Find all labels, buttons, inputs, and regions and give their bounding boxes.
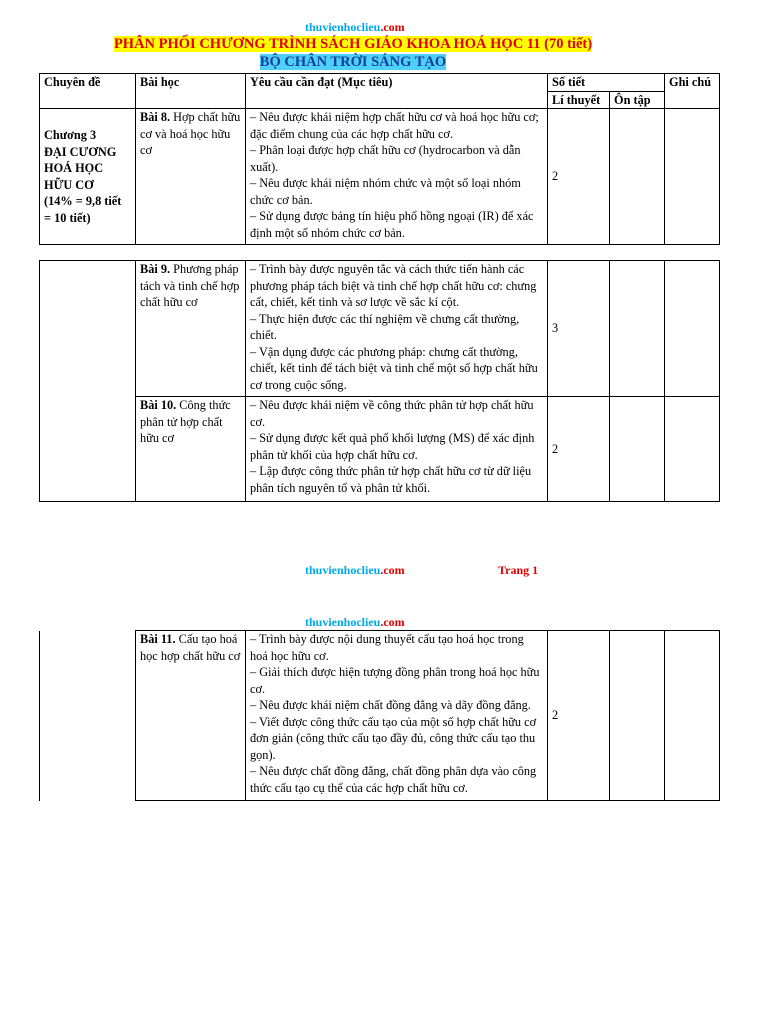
chapter-name: ĐẠI CƯƠNG HOÁ HỌC HỮU CƠ xyxy=(44,144,117,192)
theory-periods: 3 xyxy=(548,261,610,397)
review-periods xyxy=(610,631,665,801)
curriculum-table-3 xyxy=(39,630,720,801)
chapter-cell xyxy=(40,109,136,245)
header-periods: Số tiết xyxy=(548,74,665,92)
page-number: Trang 1 xyxy=(498,563,539,577)
chapter-cell-continued xyxy=(40,261,136,502)
header-topic: Chuyên đề xyxy=(40,74,136,109)
theory-periods: 2 xyxy=(548,109,610,245)
review-periods xyxy=(610,261,665,397)
lesson-cell: Bài 9. Phương pháp tách và tinh chế hợp chất hữu cơ xyxy=(136,261,246,397)
header-theory: Lí thuyết xyxy=(548,91,610,109)
site-watermark-page2: thuvienhoclieu.com xyxy=(305,615,405,629)
requirements-cell: – Trình bày được nội dung thuyết cấu tạo hoá học trong hoá học hữu cơ. – Giải thích được hiện tượng đồng phân trong hoá học hữu cơ. – Nêu được khái niệm chất đồng đẳng và dãy đồng đẳng. – Viết được công thức cấu tạo của một số hợp chất hữu cơ đơn giản (công thức cấu tạo đầy đủ, công thức cấu tạo thu gọn). – Nêu được chất đồng đẳng, chất đồng phân dựa vào công thức cấu tạo cụ thể của các hợp chất hữu cơ. xyxy=(246,631,548,801)
document-title: PHÂN PHỐI CHƯƠNG TRÌNH SÁCH GIÁO KHOA HOÁ HỌC 11 (70 tiết) xyxy=(113,36,593,52)
table-row xyxy=(40,109,720,245)
chapter-number: Chương 3 xyxy=(44,128,97,142)
header-requirements: Yêu cầu cần đạt (Mục tiêu) xyxy=(246,74,548,109)
theory-periods: 2 xyxy=(548,631,610,801)
theory-periods: 2 xyxy=(548,397,610,502)
footer-site-watermark: thuvienhoclieu.com xyxy=(305,563,405,577)
notes-cell xyxy=(665,397,720,502)
curriculum-table-2 xyxy=(39,260,720,502)
chapter-cell-continued xyxy=(40,631,136,801)
requirements-cell: – Nêu được khái niệm về công thức phân tử hợp chất hữu cơ. – Sử dụng được kết quả phổ khối lượng (MS) để xác định phân tử khối của hợp chất hữu cơ. – Lập được công thức phân tử hợp chất hữu cơ từ dữ liệu phân tích nguyên tố và phân tử khối. xyxy=(246,397,548,502)
requirements-cell: – Trình bày được nguyên tắc và cách thức tiến hành các phương pháp tách biệt và tinh chế hợp chất hữu cơ: chưng cất, chiết, kết tinh và sơ lược về sắc kí cột. – Thực hiện được các thí nghiệm về chưng cất thường, chiết. – Vận dụng được các phương pháp: chưng cất thường, chiết, kết tinh để tách biệt và tinh chế một số hợp chất hữu cơ trong cuộc sống. xyxy=(246,261,548,397)
table-row xyxy=(40,397,720,502)
chapter-periods: (14% = 9,8 tiết = 10 tiết) xyxy=(44,194,122,225)
notes-cell xyxy=(665,631,720,801)
requirements-cell: – Nêu được khái niệm hợp chất hữu cơ và hoá học hữu cơ; đặc điểm chung của các hợp chất hữu cơ. – Phân loại được hợp chất hữu cơ (hydrocarbon và dẫn xuất). – Nêu được khái niệm nhóm chức và một số loại nhóm chức cơ bản. – Sử dụng được bảng tín hiệu phổ hồng ngoại (IR) để xác định một số nhóm chức cơ bản. xyxy=(246,109,548,245)
header-lesson: Bài học xyxy=(136,74,246,109)
table-row xyxy=(40,631,720,801)
review-periods xyxy=(610,109,665,245)
document-subtitle: BỘ CHÂN TRỜI SÁNG TẠO xyxy=(259,54,447,70)
notes-cell xyxy=(665,261,720,397)
notes-cell xyxy=(665,109,720,245)
lesson-cell: Bài 10. Công thức phân tử hợp chất hữu cơ xyxy=(136,397,246,502)
site-watermark: thuvienhoclieu.com xyxy=(305,20,405,34)
table-row xyxy=(40,261,720,397)
lesson-cell: Bài 11. Cấu tạo hoá học hợp chất hữu cơ xyxy=(136,631,246,801)
header-notes: Ghi chú xyxy=(665,74,720,109)
curriculum-table-1 xyxy=(39,73,720,245)
header-review: Ôn tập xyxy=(610,91,665,109)
lesson-cell: Bài 8. Hợp chất hữu cơ và hoá học hữu cơ xyxy=(136,109,246,245)
review-periods xyxy=(610,397,665,502)
